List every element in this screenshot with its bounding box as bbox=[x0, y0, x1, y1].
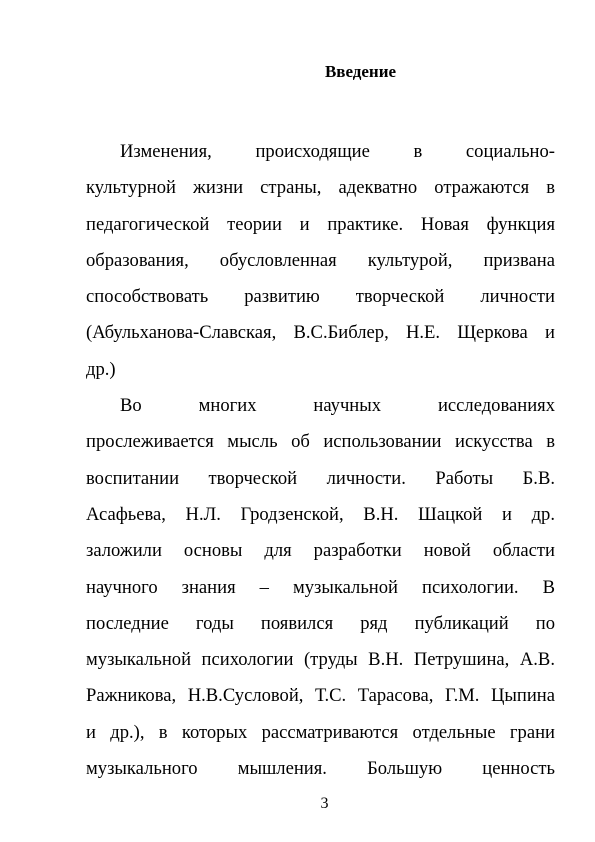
paragraph-2-line-7: последние годы появился ряд публикаций по bbox=[86, 612, 555, 634]
paragraph-2-line-10: и др.), в которых рассматриваются отдельные грани bbox=[86, 721, 555, 743]
paragraph-2-line-9: Ражникова, Н.В.Сусловой, Т.С. Тарасова, Г.М. Цыпина bbox=[86, 685, 555, 707]
paragraph-1-line-3: педагогической теории и практике. Новая функция bbox=[86, 213, 555, 235]
paragraph-2-line-3: воспитании творческой личности. Работы Б.В. bbox=[86, 467, 555, 489]
paragraph-1-line-2: культурной жизни страны, адекватно отражаются в bbox=[86, 177, 555, 199]
paragraph-1-line-1: Изменения, происходящие в социально- bbox=[120, 141, 555, 162]
paragraph-2-line-1: Во многих научных исследованиях bbox=[120, 395, 555, 417]
paragraph-1-line-7: др.) bbox=[86, 358, 116, 380]
paragraph-1-line-4: образования, обусловленная культурой, призвана bbox=[86, 249, 555, 271]
paragraph-2-line-2: прослеживается мысль об использовании искусства в bbox=[86, 431, 555, 453]
footer bbox=[86, 794, 555, 814]
paragraph-2-line-8: музыкальной психологии (труды В.Н. Петрушина, А.В. bbox=[86, 649, 555, 671]
page-number: 3 bbox=[320, 795, 329, 812]
paragraph-2-line-6: научного знания – музыкальной психологии. В bbox=[86, 576, 555, 598]
body-text bbox=[86, 134, 555, 787]
paragraph-1-line-5: способствовать развитию творческой личности bbox=[86, 286, 555, 308]
paragraph-2-line-11: музыкального мышления. Большую ценность bbox=[86, 758, 555, 780]
heading-container bbox=[86, 60, 555, 84]
paragraph-2-line-5: заложили основы для разработки новой области bbox=[86, 540, 555, 562]
paragraph-2-line-4: Асафьева, Н.Л. Гродзенской, В.Н. Шацкой и др. bbox=[86, 503, 555, 525]
page-title: Введение bbox=[324, 62, 397, 81]
paragraph-1-line-6: (Абульханова-Славская, В.С.Библер, Н.Е. Щеркова и bbox=[86, 322, 555, 344]
